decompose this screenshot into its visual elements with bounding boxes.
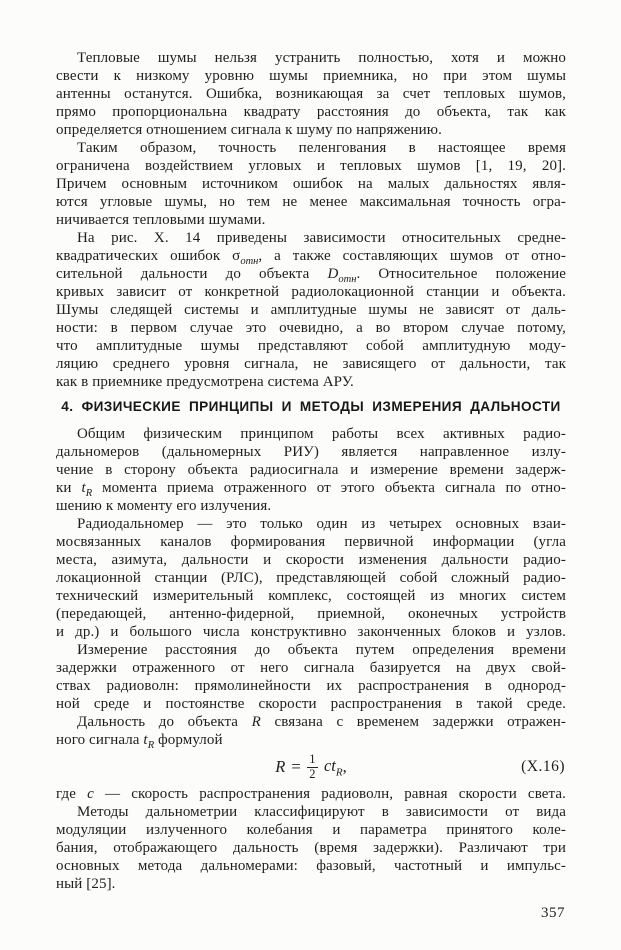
text-line: Причем основным источником ошибок на малых дальностях явля- <box>56 176 566 192</box>
fraction-denominator: 2 <box>309 767 316 781</box>
text-line: шению к моменту его излучения. <box>56 498 272 514</box>
paragraph <box>56 785 566 803</box>
text-line: бания, отображающего дальность (время задержки). Различают три <box>56 840 566 856</box>
equation-lhs: R <box>275 757 286 776</box>
text-line: ки $t_R$ момента приема отраженного от этого объекта сигнала по отно- <box>56 480 566 499</box>
section-after-equation <box>56 785 566 893</box>
text-line: ются угловые шумы, но тем не менее максимальная точность огра- <box>56 194 566 210</box>
text-line: Общим физическим принципом работы всех активных радио- <box>77 426 566 442</box>
text-line: ности: в первом случае это очевидно, а во втором случае потому, <box>56 320 566 336</box>
math-variable: R <box>251 714 261 730</box>
text-line: ный [25]. <box>56 876 116 892</box>
section-heading: 4. ФИЗИЧЕСКИЕ ПРИНЦИПЫ И МЕТОДЫ ИЗМЕРЕНИЯ ДАЛЬНОСТИ <box>61 399 561 414</box>
text-line: ничивается тепловыми шумами. <box>56 212 266 228</box>
paragraph <box>56 425 566 515</box>
math-variable: t <box>81 480 86 496</box>
text-line: ной среде и постоянстве скорости распространения в такой среде. <box>56 696 566 712</box>
equation-rhs: $ct_R$ <box>323 755 343 779</box>
text-line: Шумы следящей системы и амплитудные шумы не зависят от даль- <box>56 302 566 318</box>
paragraph <box>56 515 566 641</box>
text-line: На рис. X. 14 приведены зависимости относительных средне- <box>77 230 566 246</box>
text-line: квадратических ошибок $\sigma_{отн}$, а также составляющих шумов от отно- <box>56 248 567 267</box>
text-line: Радиодальномер — это только один из четырех основных взаи- <box>77 516 566 532</box>
text-line: ного сигнала $t_R$ формулой <box>56 732 223 751</box>
fraction-numerator: 1 <box>307 753 318 768</box>
page-content <box>56 49 566 922</box>
section-intro <box>56 49 566 391</box>
equation-formula <box>56 751 566 783</box>
page-number: 357 <box>541 905 565 921</box>
text-line: антенны останутся. Ошибка, возникающая за счет тепловых шумов, <box>56 86 566 102</box>
text-line: ляцию среднего уровня сигнала, не зависящего от дальности, так <box>56 356 566 372</box>
math-subscript: R <box>147 740 155 751</box>
paragraph <box>56 229 566 391</box>
math-variable: D <box>327 266 339 282</box>
math-variable: c <box>87 786 94 802</box>
paragraph <box>56 713 566 749</box>
text-line: свести к низкому уровню шумы приемника, но при этом шумы <box>56 68 566 84</box>
math-subscript: отн <box>338 274 357 285</box>
paragraph <box>56 641 566 713</box>
text-line: задержки отраженного от него сигнала базируется на двух свой- <box>56 660 566 676</box>
text-line: сительной дальности до объекта $D_{отн}$. Относительное положение <box>56 266 566 285</box>
text-line: кривых зависит от конкретной радиолокационной станции и объекта. <box>56 284 566 300</box>
section-principles <box>56 425 566 749</box>
text-line: и др.) и большого числа конструктивно законченных блоков и узлов. <box>56 624 566 640</box>
text-line: Таким образом, точность пеленгования в настоящее время <box>77 140 566 156</box>
text-line: Методы дальнометрии классифицируют в зависимости от вида <box>77 804 566 820</box>
text-line: чение в сторону объекта радиосигнала и измерение времени задерж- <box>56 462 566 478</box>
paragraph <box>56 803 566 893</box>
text-line: ограничена воздействием угловых и тепловых шумов [1, 19, 20]. <box>56 158 566 174</box>
text-line: определяется отношением сигнала к шуму по напряжению. <box>56 122 442 138</box>
text-line: где c — скорость распространения радиоволн, равная скорости света. <box>56 786 566 802</box>
text-line: Дальность до объекта R связана с временем задержки отражен- <box>77 714 566 730</box>
math-variable: t <box>143 732 148 748</box>
fraction <box>307 753 318 782</box>
text-line: что амплитудные шумы представляют собой амплитудную моду- <box>56 338 566 354</box>
paragraph <box>56 49 566 139</box>
equals-sign: = <box>291 757 301 776</box>
equation-comma: , <box>342 757 347 776</box>
math-subscript: отн <box>240 256 259 267</box>
equation-rhs-subscript: R <box>335 766 343 779</box>
text-line: прямо пропорциональна квадрату расстояния до объекта, так как <box>56 104 566 120</box>
text-line: (передающей, антенно-фидерной, приемной, оконечных устройств <box>56 606 566 622</box>
math-subscript: R <box>85 488 93 499</box>
text-line: технический измерительный комплекс, состоящей из многих систем <box>56 588 566 604</box>
text-line: места, азимута, дальности и скорости изменения дальности радио- <box>56 552 566 568</box>
text-line: мосвязанных каналов формирования первичной информации (угла <box>56 534 566 550</box>
text-line: Измерение расстояния до объекта путем определения времени <box>77 642 566 658</box>
text-line: Тепловые шумы нельзя устранить полностью, хотя и можно <box>77 50 566 66</box>
equation-number-label: (X.16) <box>521 758 565 775</box>
text-line: дальномеров (дальномерных РИУ) является направленное излу- <box>56 444 566 460</box>
equation <box>56 751 566 783</box>
paragraph <box>56 139 566 229</box>
text-line: основных метода дальномерами: фазовый, частотный и импульс- <box>56 858 566 874</box>
text-line: как в приемнике предусмотрена система АРУ. <box>56 374 354 390</box>
text-line: ствах радиоволн: прямолинейности их распространения в однород- <box>56 678 566 694</box>
text-line: локационной станции (РЛС), представляющей собой сложный радио- <box>56 570 566 586</box>
text-line: модуляции излученного колебания и параметра принятого коле- <box>56 822 566 838</box>
